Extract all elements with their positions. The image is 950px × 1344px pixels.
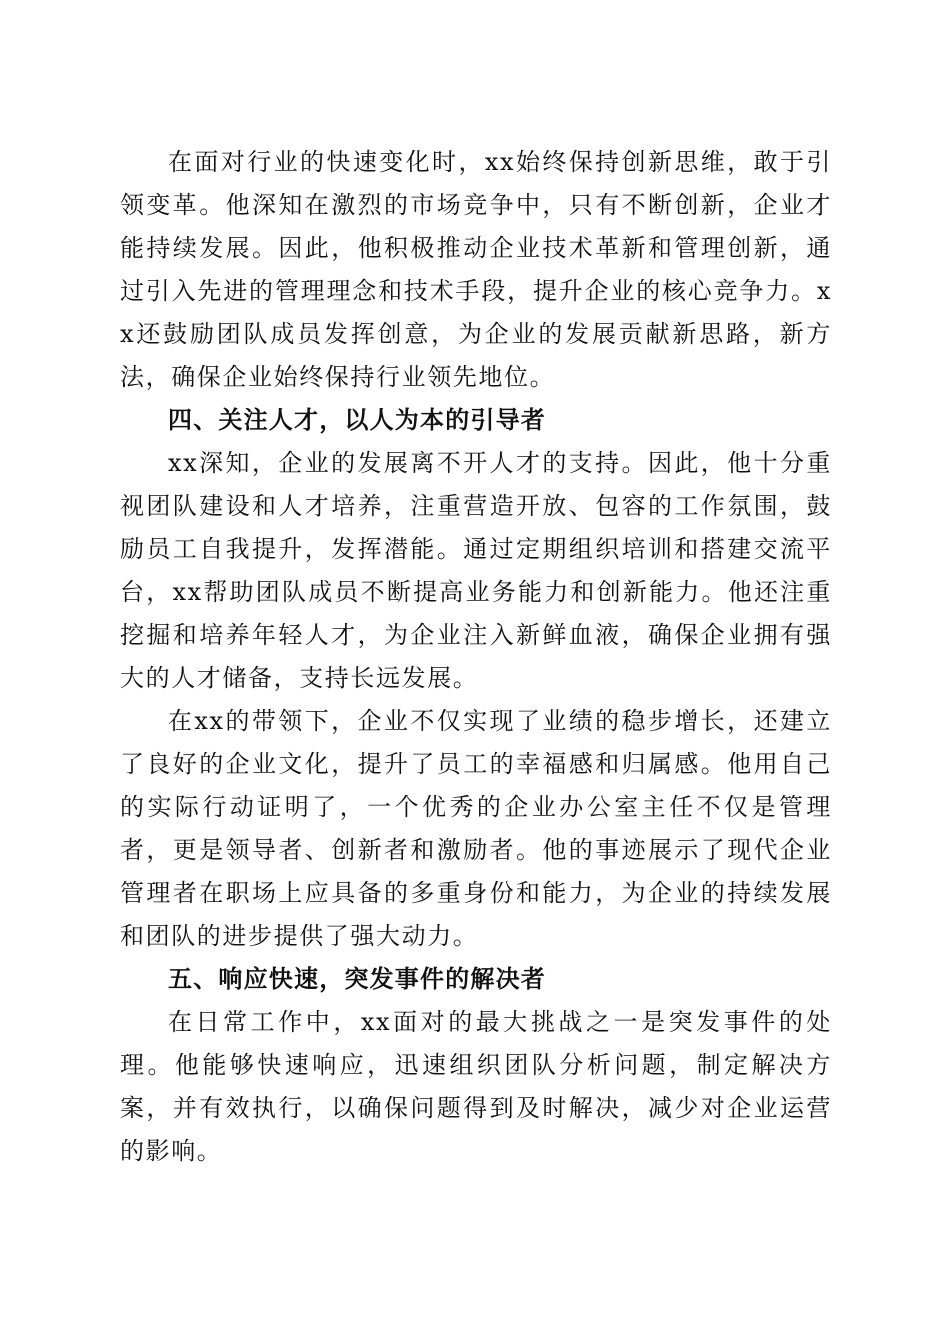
section-heading-five: 五、响应快速，突发事件的解决者: [168, 965, 546, 993]
document-body: [120, 141, 832, 1173]
paragraph-emergency-response: 在日常工作中，xx面对的最大挑战之一是突发事件的处理。他能够快速响应，迅速组织团队分析问题，制定解决方案，并有效执行，以确保问题得到及时解决，减少对企业运营的影响。: [120, 1008, 832, 1165]
paragraph-innovation: 在面对行业的快速变化时，xx始终保持创新思维，敢于引领变革。他深知在激烈的市场竞争中，只有不断创新，企业才能持续发展。因此，他积极推动企业技术革新和管理创新，通过引入先进的管理理念和技术手段，提升企业的核心竞争力。xx还鼓励团队成员发挥创意，为企业的发展贡献新思路，新方法，确保企业始终保持行业领先地位。: [120, 148, 832, 391]
paragraph-leadership-results: 在xx的带领下，企业不仅实现了业绩的稳步增长，还建立了良好的企业文化，提升了员工的幸福感和归属感。他用自己的实际行动证明了，一个优秀的企业办公室主任不仅是管理者，更是领导者、创新者和激励者。他的事迹展示了现代企业管理者在职场上应具备的多重身份和能力，为企业的持续发展和团队的进步提供了强大动力。: [120, 707, 832, 950]
paragraph-talent: xx深知，企业的发展离不开人才的支持。因此，他十分重视团队建设和人才培养，注重营造开放、包容的工作氛围，鼓励员工自我提升，发挥潜能。通过定期组织培训和搭建交流平台，xx帮助团队成员不断提高业务能力和创新能力。他还注重挖掘和培养年轻人才，为企业注入新鲜血液，确保企业拥有强大的人才储备，支持长远发展。: [120, 449, 832, 692]
section-heading-four: 四、关注人才，以人为本的引导者: [168, 406, 546, 434]
